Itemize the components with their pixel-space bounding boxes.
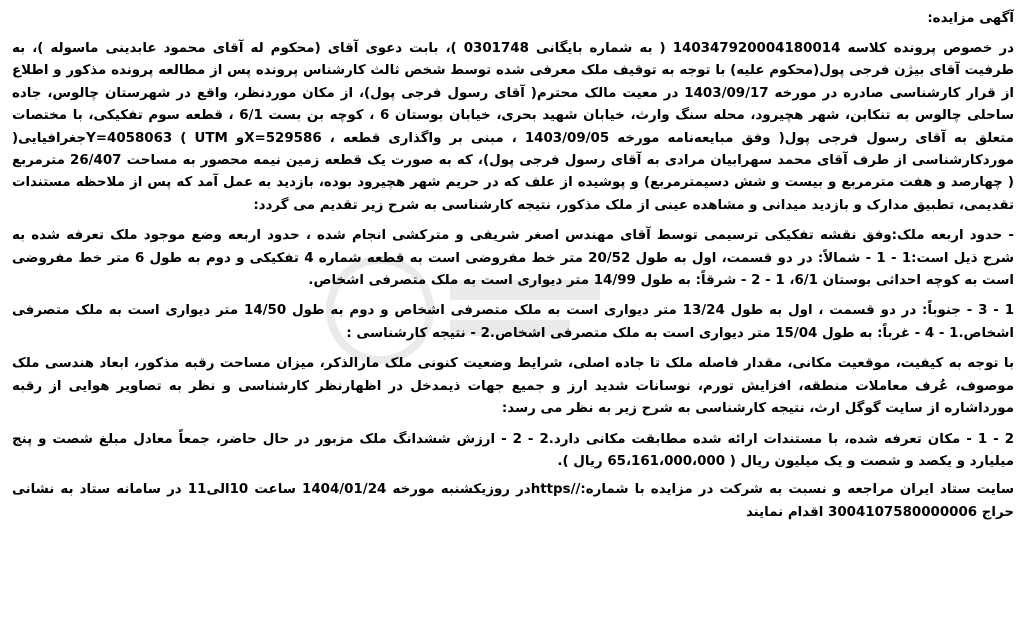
notice-title: آگهی مزایده: (927, 11, 1014, 26)
paragraph-case-intro: در خصوص پرونده کلاسه 14034792000418001‌4 ( به شماره بایگانی 0301748 )، بابت دعوی آقای (محکوم له آقای محمود عابدینی ماسوله )، به طرفیت آقای بیژن فرجی پول(محکوم علیه) با توجه به توقیف ملک معرفی شده توسط شخص ثالث کارشناس پرونده پس از مطالعه پرونده مذکور و اطلاع از قرار کارشناسی صادره در مورخه 1403/09/17 در معیت مالک محترم( آقای رسول فرجی پول)، از مکان موردنظر، واقع در شهرستان چالوس، جاده ساحلی چالوس به تنکابن، شهر هچیرود، محله سنگ وارث، خیابان شهید بحری، خیابان بوستان 6 ، کوچه بن بست 6/1 ، قطعه سوم تفکیکی، با مختصات متعلق به آقای رسول فرجی پول( وفق مبایعه‌نامه مورخه 1403/09/05 ، مبنی بر واگذاری قطعه ، X=529586و Y=4058063 ( UTMجغرافیایی( موردکارشناسی از طرف آقای محمد سهرابیان مرادی به آقای رسول فرجی پول)، که به صورت یک قطعه زمین نیمه محصور به مساحت 26/407 مترمربع ( چهارصد و هفت مترمربع و بیست و شش دسیمترمربع) و پوشیده از علف که در حریم شهر هچیرود بوده، بازدید به عمل آمد که پس از ملاحظه مستندات تقدیمی، تطبیق مدارک و بازدید میدانی و مشاهده عینی از ملک مذکور، نتیجه کارشناسی به شرح زیر تقدیم می گردد: (12, 41, 1015, 213)
paragraph-valuation: 2 - 1 - مکان تعرفه شده، با مستندات ارائه شده مطابقت مکانی دارد.2 - 2 - ارزش ششدانگ ملک مزبور در حال حاضر، جمعاً معادل مبلغ شصت و پنج میلیارد و یکصد و شصت و یک میلیون ریال ( 65،161،000،000 ریال ). (12, 431, 1015, 469)
paragraph-participation: سایت ستاد ایران مراجعه و نسبت به شرکت در مزایده با شماره://httpsدر روزیکشنبه مورخه 1404/01/24 ساعت 10الی11 در سامانه ستاد به نشانی حراج 3004107580000006 اقدام نمایند (12, 482, 1015, 520)
paragraph-boundaries-south-west: 1 - 3 - جنوباً: در دو قسمت ، اول به طول 13/24 متر دیواری است به ملک متصرفی اشخاص و دوم به طول 14/50 متر دیواری است به ملک متصرفی اشخاص.1 - 4 - غرباً: به طول 15/04 متر دیواری است به ملک متصرفی اشخاص.2 - نتیجه کارشناسی : (12, 303, 1015, 341)
paragraph-expert-considerations: با توجه به کیفیت، موقعیت مکانی، مقدار فاصله ملک تا جاده اصلی، شرایط وضعیت کنونی ملک مارالذکر، میزان مساحت رقبه مذکور، ابعاد هندسی ملک موصوف، عُرف معاملات منطقه، افزایش تورم، نوسانات شدید ارز و جمیع جهات ذیمدخل در اظهارنظر کارشناسی و نظر به تصاویر هوایی از رقبه مورداشاره از سایت گوگل ارث، نتیجه کارشناسی به شرح زیر به نظر می رسد: (12, 356, 1014, 417)
paragraph-boundaries-north-east: - حدود اربعه ملک:وفق نقشه تفکیکی ترسیمی توسط آقای مهندس اصغر شریفی و مترکشی انجام شده ، حدود اربعه وضع موجود ملک تعرفه شده به شرح ذیل است:1 - 1 - شمالاً: در دو قسمت، اول به طول 20/52 متر خط مفروضی است به قطعه شماره 4 تفکیکی و دوم به طول 6 متر خط مفروضی است به کوچه احداثی بوستان 6/1، 1 - 2 - شرقاً: به طول 14/99 متر دیواری است به ملک متصرفی اشخاص. (12, 228, 1014, 289)
